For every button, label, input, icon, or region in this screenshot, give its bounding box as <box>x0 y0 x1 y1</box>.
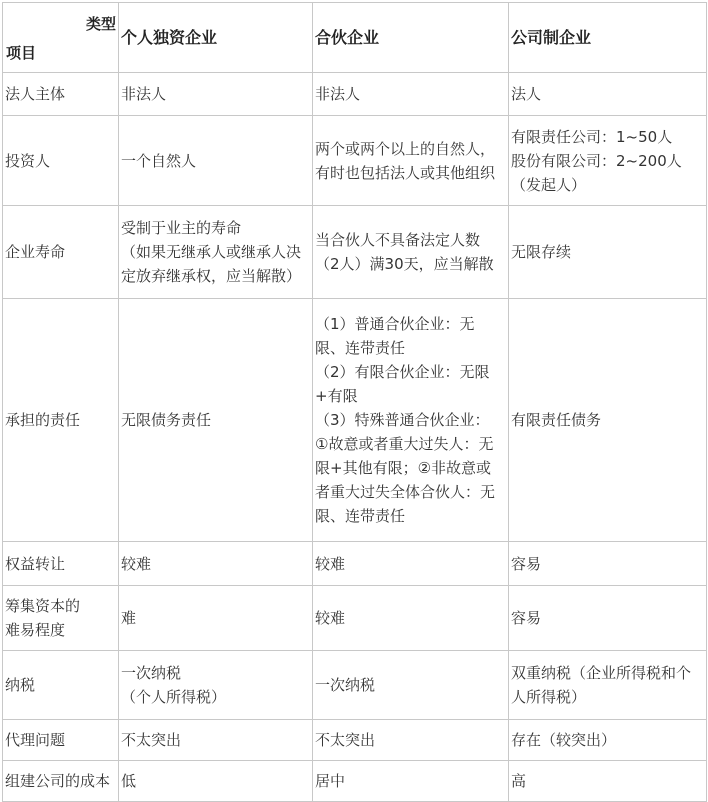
row-item-cell: 投资人 <box>3 116 119 206</box>
company-cell: 有限责任债务 <box>509 299 707 542</box>
sole-proprietorship-cell: 一个自然人 <box>119 116 313 206</box>
partnership-cell: 不太突出 <box>313 720 509 761</box>
table-row <box>3 586 707 651</box>
table-row <box>3 206 707 299</box>
table-row <box>3 73 707 116</box>
row-item-cell: 权益转让 <box>3 542 119 586</box>
row-item-cell: 企业寿命 <box>3 206 119 299</box>
sole-proprietorship-cell: 不太突出 <box>119 720 313 761</box>
corner-type-label: 类型 <box>85 15 116 33</box>
company-cell: 有限责任公司：1~50人 股份有限公司：2~200人 （发起人） <box>509 116 707 206</box>
partnership-cell: 较难 <box>313 542 509 586</box>
row-item-cell: 纳税 <box>3 651 119 720</box>
company-cell: 存在（较突出） <box>509 720 707 761</box>
table-row <box>3 761 707 802</box>
partnership-cell: 当合伙人不具备法定人数 （2人）满30天，应当解散 <box>313 206 509 299</box>
table-row <box>3 720 707 761</box>
column-header-sole-proprietorship: 个人独资企业 <box>119 3 313 73</box>
row-item-cell: 承担的责任 <box>3 299 119 542</box>
sole-proprietorship-cell: 低 <box>119 761 313 802</box>
company-cell: 无限存续 <box>509 206 707 299</box>
sole-proprietorship-cell: 较难 <box>119 542 313 586</box>
row-item-cell: 代理问题 <box>3 720 119 761</box>
header-row <box>3 3 707 73</box>
partnership-cell: 居中 <box>313 761 509 802</box>
sole-proprietorship-cell: 无限债务责任 <box>119 299 313 542</box>
table-row <box>3 299 707 542</box>
column-header-company: 公司制企业 <box>509 3 707 73</box>
corner-item-label: 项目 <box>6 44 37 62</box>
partnership-cell: 非法人 <box>313 73 509 116</box>
row-item-cell: 法人主体 <box>3 73 119 116</box>
sole-proprietorship-cell: 受制于业主的寿命 （如果无继承人或继承人决 定放弃继承权，应当解散） <box>119 206 313 299</box>
partnership-cell: 一次纳税 <box>313 651 509 720</box>
row-item-cell: 组建公司的成本 <box>3 761 119 802</box>
table-row <box>3 542 707 586</box>
comparison-table <box>2 2 707 802</box>
company-cell: 法人 <box>509 73 707 116</box>
table-row <box>3 651 707 720</box>
row-item-cell: 筹集资本的 难易程度 <box>3 586 119 651</box>
company-cell: 容易 <box>509 586 707 651</box>
sole-proprietorship-cell: 一次纳税 （个人所得税） <box>119 651 313 720</box>
corner-header-cell <box>3 3 119 73</box>
partnership-cell: 较难 <box>313 586 509 651</box>
column-header-partnership: 合伙企业 <box>313 3 509 73</box>
company-cell: 容易 <box>509 542 707 586</box>
company-cell: 高 <box>509 761 707 802</box>
table-row <box>3 116 707 206</box>
sole-proprietorship-cell: 非法人 <box>119 73 313 116</box>
company-cell: 双重纳税（企业所得税和个 人所得税） <box>509 651 707 720</box>
partnership-cell: （1）普通合伙企业：无 限、连带责任 （2）有限合伙企业：无限 +有限 （3）特殊普通合伙企业： ①故意或者重大过失人：无 限+其他有限；②非故意或 者重大过失全体合伙人：无 限、连带责任 <box>313 299 509 542</box>
partnership-cell: 两个或两个以上的自然人， 有时也包括法人或其他组织 <box>313 116 509 206</box>
sole-proprietorship-cell: 难 <box>119 586 313 651</box>
